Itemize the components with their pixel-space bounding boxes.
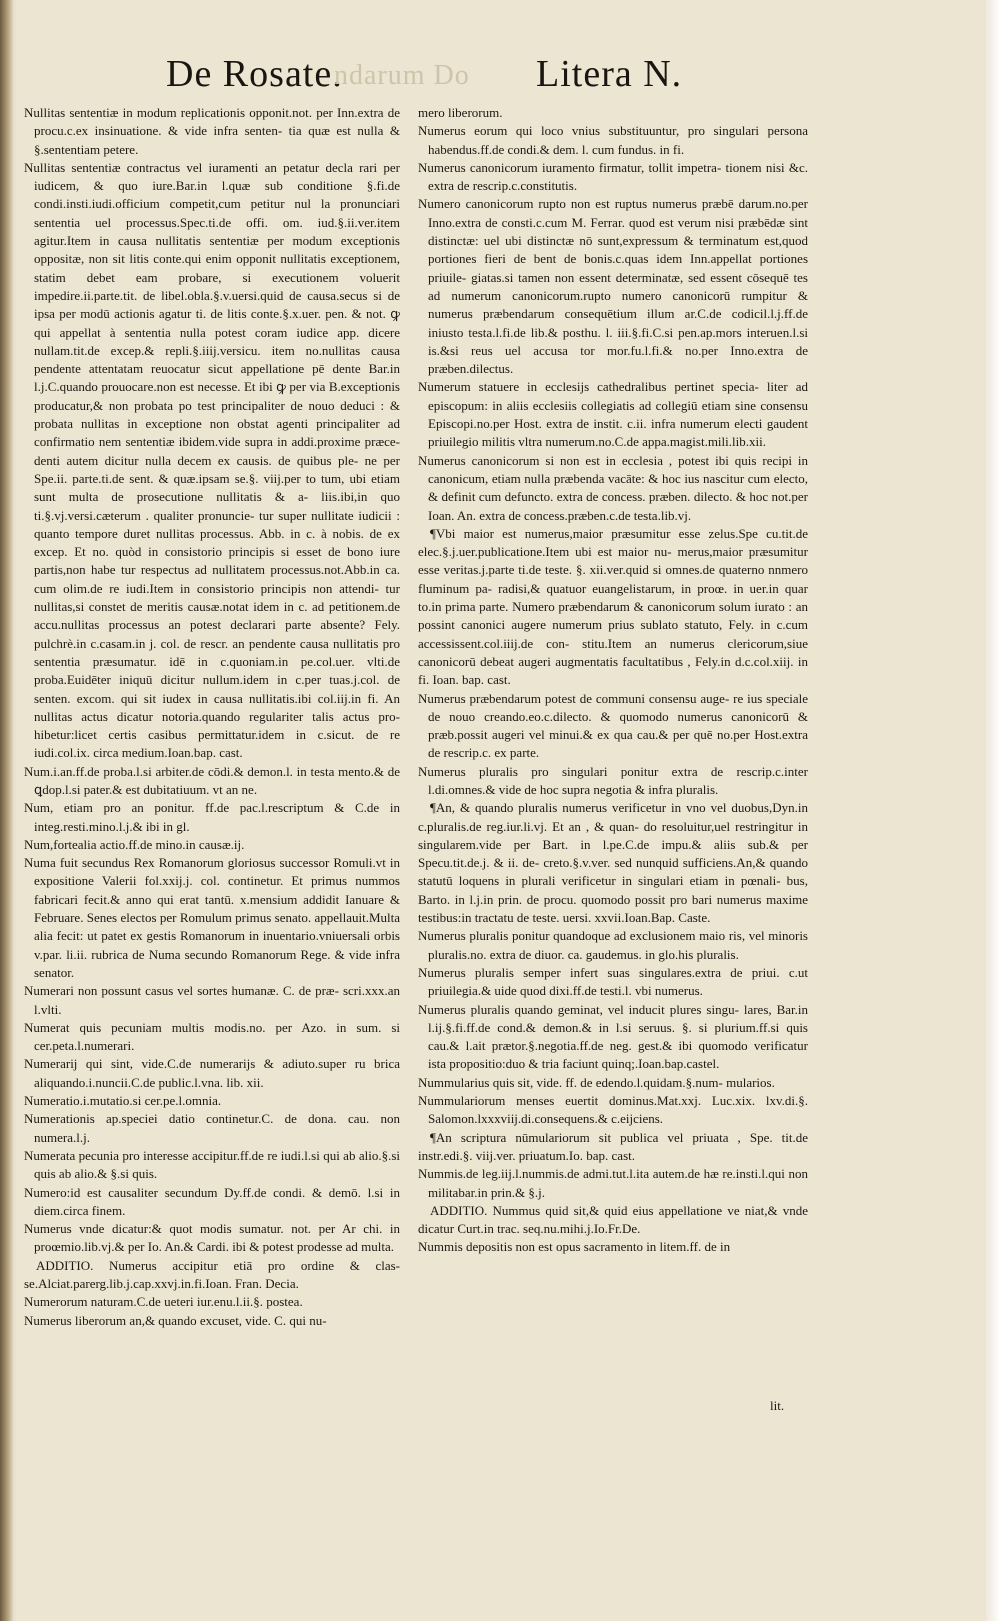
entry-num-an: Num.i.an.ff.de proba.l.si arbiter.de cōdi.& demon.l. in testa mento.& de ꝗdop.l.si pater.& est dubitatiuum. vt an ne. <box>24 763 400 797</box>
entry-numerum-statuere: Numerum statuere in ecclesijs cathedralibus pertinet specia- liter ad episcopum: in aliis ecclesiis collegiatis ad collegiū etiam sine consensu Episcopi.no.per Host. extra de instit. c.ii. infra numerum electi gaudent priuilegio militis vltra numerum.no.C.de appa.magist.mili.lib.xii. <box>418 379 808 450</box>
entry-numero: Numero:id est causaliter secundum Dy.ff.de condi. & demō. l.si in diem.circa finem. <box>24 1184 400 1218</box>
entry-an-scriptura: ¶An scriptura nūmulariorum sit publica vel priuata , Spe. tit.de instr.edi.§. viij.ver. priuatum.Io. bap. cast. <box>418 1129 808 1163</box>
book-page <box>16 0 986 1621</box>
entry-nummulariorum: Nummulariorum menses euertit dominus.Mat.xxj. Luc.xix. lxv.di.§. Salomon.lxxxviij.di.consequens.& c.eijciens. <box>418 1093 808 1127</box>
entry-numero-canonicorum: Numero canonicorum rupto non est ruptus numerus præbē darum.no.per Inno.extra de consti.c.cum M. Ferrar. quod est verum nisi præbēdæ sint distinctæ: uel ubi distinctæ nō sunt,expressum & terminatum est,quod portiones fieri de bent de bonis.c.quas idem Inn.appellat portiones priuile- giatas.si tamen non essent determinatæ, sed essent cōsequē tes ad numerum canonicorum.rupto numero canonicorū rumpitur & numerus præbendarum consequētium illum ar.C.de codicil.l.j.ff.de iniusto testa.l.fi.de lib.& posthu. l. iii.§.fi.C.si pen.ap.mors interuen.l.si is.&si reus uel accusa tor mor.fu.l.fi.& no.per Inno.extra de præben.dilectus. <box>418 196 808 377</box>
right-column <box>418 104 808 1257</box>
entry-numerata: Numerata pecunia pro interesse accipitur.ff.de re iudi.l.si qui ab alio.§.si quis ab alio.& §.si quis. <box>24 1147 400 1182</box>
entry-numa: Numa fuit secundus Rex Romanorum gloriosus successor Romuli.vt in expositione Valerii fol.xxij.j. col. continetur. Et primus nummos fabricari fecit.& anno qui erat tantū. x.mensium addidit Ianuare & Februare. Senes electos per Romulum primus senato. appellauit.Multa alia fecit: ut patet ex gestis Romanorum in inuentario.vniuersali orbis v.par. li.ii. rubrica de Numa secundo Romanorum Rege. & vide infra senator. <box>24 855 400 980</box>
entry-numerus-pluralis-2: Numerus pluralis ponitur quandoque ad exclusionem maio ris, vel minoris pluralis.no. extra de diuor. ca. gaudemus. in glo.his pluralis. <box>418 928 808 962</box>
entry-vbi-maior: ¶Vbi maior est numerus,maior præsumitur esse zelus.Spe cu.tit.de elec.§.j.uer.publicatione.Item ubi est maior nu- merus,maior præsumitur esse veritas.j.parte ti.de teste. §. xii.ver.quid si omnes.de quaterno nnmero fluminum pa- radisi,& quatuor euangelistarum, in proœ. in uer.in quar to.in prima parte. Numero præbendarum & canonicorum solum iurato : an possint canonici augere numerum prius sublato statuto, Fely. in c.cum accessissent.col.iiij.de con- stitu.Item an numerus clericorum,siue canonicorū debeat augeri augmentatis facultatibus , Fely.in d.c.col.xiij. in fi. Ioan. bap. cast. <box>418 525 808 688</box>
left-column <box>24 104 400 1330</box>
entry-numerus-pluralis-4: Numerus pluralis quando geminat, vel inducit plures singu- lares, Bar.in l.ij.§.fi.ff.de cond.& demon.& in l.si seruus. §. si plurium.ff.si quis cau.& l.ait prætor.§.negotia.ff.de neg. gest.& ibi quomodo verificatur ista propositio:duo & tria faciunt quinq;.Ioan.bap.castel. <box>418 1001 808 1072</box>
entry-numerus-vnde: Numerus vnde dicatur:& quot modis sumatur. not. per Ar chi. in proœmio.lib.vj.& per Io. An.& Cardi. ibi & potest prodesse ad multa. <box>24 1221 400 1255</box>
entry-numerus-pluralis-1: Numerus pluralis pro singulari ponitur extra de rescrip.c.inter l.di.omnes.& vide de hoc supra negotia & infra pluralis. <box>418 763 808 797</box>
entry-numerus-praebendarum: Numerus præbendarum potest de communi consensu auge- re ius speciale de nouo creando.eo.c.dilecto. & quomodo numerus canonicorū & præb.possit augeri vel minui.& ex qua cau.& per quē no.per Host.extra de rescrip.c. ex parte. <box>418 690 808 761</box>
entry-num-etiam: Num, etiam pro an ponitur. ff.de pac.l.rescriptum & C.de in integ.resti.mino.l.j.& ibi in gl. <box>24 800 400 834</box>
entry-numeratio: Numeratio.i.mutatio.si cer.pe.l.omnia. <box>24 1093 222 1109</box>
running-head-left: De Rosate. <box>166 53 343 95</box>
entry-mero-liberorum: mero liberorum. <box>418 105 503 120</box>
entry-numerus-canonicorum-1: Numerus canonicorum iuramento firmatur, tollit impetra- tionem nisi &c. extra de rescrip.c.constitutis. <box>418 159 808 194</box>
entry-numerus-canonicorum-2: Numerus canonicorum si non est in ecclesia , potest ibi quis recipi in canonicum, etiam nulla præbenda vacāte: & hoc ius nascitur cum electo, & definit cum defuncto. extra de concess. præben. dilecto. & hoc not.per Ioan. An. extra de concess.præben.c.de testa.lib.vj. <box>418 452 808 523</box>
entry-numerationis: Numerationis ap.speciei datio continetur.C. de dona. cau. non numera.l.j. <box>24 1111 400 1145</box>
entry-numerorum: Numerorum naturam.C.de ueteri iur.enu.l.ii.§. postea. <box>24 1294 303 1310</box>
entry-additio-1: ADDITIO. Numerus accipitur etiā pro ordine & clas- se.Alciat.parerg.lib.j.cap.xxvj.in.fi.Ioan. Fran. Decia. <box>24 1257 400 1291</box>
show-through-text: ndarum Do <box>334 60 470 91</box>
catchword: lit. <box>770 1398 785 1413</box>
entry-num-forte: Num,fortealia actio.ff.de mino.in causæ.ij. <box>24 836 245 852</box>
entry-numerarij: Numerarij qui sint, vide.C.de numerarijs & adiuto.super ru brica aliquando.i.nuncii.C.de public.l.vna. lib. xii. <box>24 1056 400 1090</box>
entry-numerus-eorum: Numerus eorum qui loco vnius substituuntur, pro singulari persona habendus.ff.de condi.& dem. l. cum fundus. in fi. <box>418 123 808 157</box>
entry-nullitas-2: Nullitas sententiæ contractus vel iuramenti an petatur decla rari per iudicem, & quo iure.Bar.in l.quæ sub conditione §.fi.de condi.insti.iudi.officium competit,cum petitur nul la pronunciari sententia uel processus.Spec.ti.de offi. om. iud.§.ii.ver.item agitur.Item in causa nullitatis sententiæ per modum exceptionis oppositæ, non sit litis conte.qui enim opponit nullitatis exceptionem, statim debet eam probare, si executionem voluerit impedire.ii.parte.tit. de libel.obla.§.v.uersi.quid de causa.secus si de ipsa per modū actionis agatur ti. de litis conte.§.x.uer. pen. & not. ꝙ qui appellat à sententia nulla potest coram iudice app. dicere nullam.tit.de excep.& repli.§.iiij.versicu. item no.nullitas causa pendente attentatam reuocatur sicut appellatione pē dente Bar.in l.j.C.quando prouocare.non est necesse. Et ibi ꝙ per via B.exceptionis producatur,& non probata po test principaliter de nouo deduci : & probata nullitas in exceptione non obstat agenti principaliter ad confirmatio nem sententiæ ibidem.vide supra in addi.proxime præce- denti autem dicitur nulla decem ex causis. de quibus ple- ne per Spe.ii. parte.ti.de sent. & quæ.ipsam se.§. viij.per to tum, ubi etiam sunt multa de prosecutione nullitatis & a- liis.ibi,in quo ti.§.vj.versi.cæterum . qualiter pronuncie- tur super nullitate iudicii : quanto tempore duret nullitas processus. Abb. in c. à nobis. de ex excep. Et no. quòd in consistorio principis si esset de bono iure partis,non habe tur respectus ad nullitatem processus.not.Abb.in ca. cum olim.de re iudi.Item in consistorio principis non attendi- tur nullitas,si constet de meritis causæ.notat idem in c. ad petitionem.de accu.nullitas processus an potest declarari parte absente? Fely. pulchrè.in c.casam.in j. col. de rescr. an pendente causa nullitatis pro sententia præsumatur. idē in c.quoniam.in pe.col.uer. vlti.de proba.Euidēter iniquū dicitur nullum.idem in c.per tuas.j.col. de senten. excom. qui sit iudex in causa nullitatis.ibi col.iij.in fi. An nullitas actus dicatur notoria.quando regulariter talis actus pro- hibetur:licet certis casibus permittatur.idem in c.sicut. de re iudi.col.ix. circa medium.Ioan.bap. cast. <box>24 159 400 761</box>
scan-left-edge <box>0 0 14 1621</box>
entry-additio-2: ADDITIO. Nummus quid sit,& quid eius appellatione ve niat,& vnde dicatur Curt.in trac. seq.nu.mihi.j.Io.Fr.De. <box>418 1202 808 1237</box>
entry-nummularius: Nummularius quis sit, vide. ff. de edendo.l.quidam.§.num- mularios. <box>418 1074 775 1090</box>
entry-nummis-1: Nummis.de leg.iij.l.nummis.de admi.tut.l.ita autem.de hæ re.insti.l.qui non militabar.in prin.& §.j. <box>418 1166 808 1200</box>
entry-numerus-liberorum: Numerus liberorum an,& quando excuset, vide. C. qui nu- <box>24 1312 327 1328</box>
entry-nullitas-1: Nullitas sententiæ in modum replicationis opponit.not. per Inn.extra de procu.c.ex insinuatione. & vide infra senten- tia quæ est nulla & §.sententiam petere. <box>24 105 400 157</box>
entry-an-quando: ¶An, & quando pluralis numerus verificetur in vno vel duobus,Dyn.in c.pluralis.de reg.iur.li.vj. Et an , & quan- do resoluitur,uel restringitur in singularem.vide per Bart. in l.pe.C.de impu.& aliis sub.& per Specu.tit.de.j. & ii. de- creto.§.v.ver. sed nunquid sufficiens.An,& quando statutū loquens in plurali verificetur in singulari etiam in pœnali- bus, Barto. in l.j.in prin. de procu. quomodo possit pro bari numerus maxime testibus:in tractatu de teste. uersi. xxvii.Ioan.Bap. Caste. <box>418 800 808 926</box>
entry-numerus-pluralis-3: Numerus pluralis semper infert suas singulares.extra de priui. c.ut priuilegia.& uide quod dixi.ff.de testi.l. vbi numerus. <box>418 964 808 999</box>
running-head-right: Litera N. <box>536 53 683 95</box>
entry-numerat: Numerat quis pecuniam multis modis.no. per Azo. in sum. si cer.peta.l.numerari. <box>24 1019 400 1054</box>
page-header <box>16 52 986 112</box>
entry-numerari: Numerari non possunt casus vel sortes humanæ. C. de præ- scri.xxx.an l.vlti. <box>24 983 400 1017</box>
entry-nummis-depositis: Nummis depositis non est opus sacramento in litem.ff. de in <box>418 1239 731 1255</box>
